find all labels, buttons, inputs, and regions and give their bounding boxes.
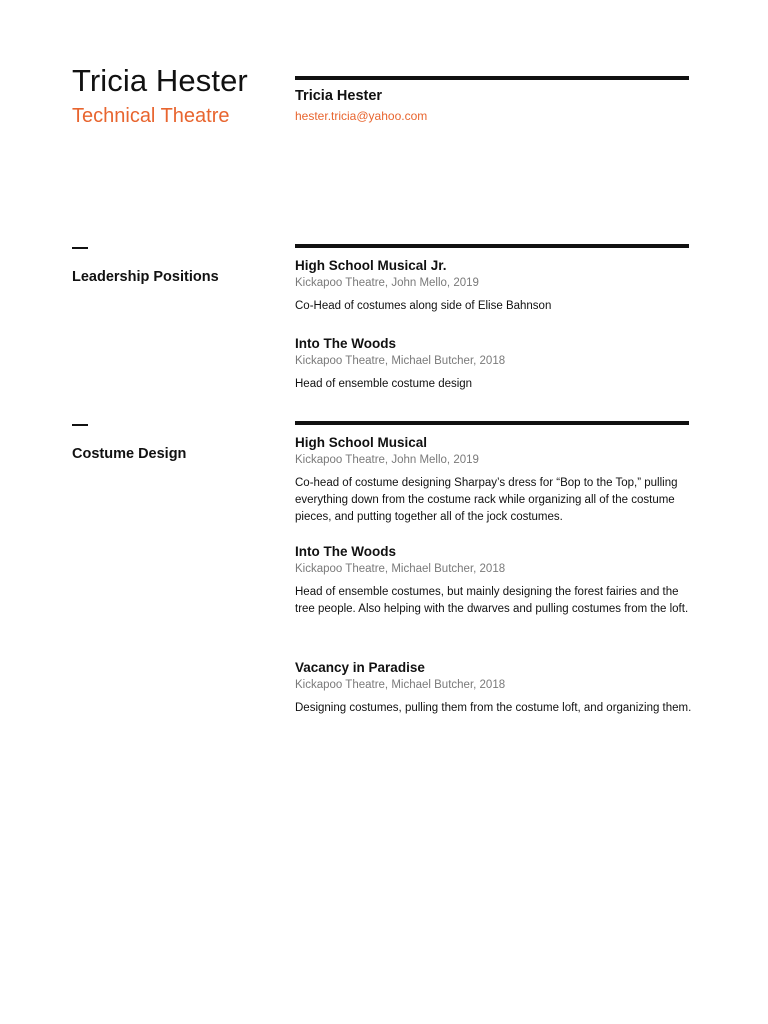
entry-item (295, 434, 695, 526)
entry-meta: Kickapoo Theatre, John Mello, 2019 (295, 454, 479, 466)
entry-title: Into The Woods (295, 336, 396, 351)
section-title-leadership: Leadership Positions (72, 269, 219, 285)
resume-role: Technical Theatre (72, 105, 230, 127)
entry-title: High School Musical Jr. (295, 258, 447, 273)
entry-description: Head of ensemble costumes, but mainly designing the forest fairies and the tree people. Also helping with the dwarves and pulling costumes from the loft. (295, 586, 689, 615)
entry-meta: Kickapoo Theatre, Michael Butcher, 2018 (295, 679, 506, 691)
section-rule (295, 421, 689, 425)
entry-meta: Kickapoo Theatre, John Mello, 2019 (295, 277, 479, 289)
contact-name: Tricia Hester (295, 88, 383, 104)
entry-title: High School Musical (295, 435, 428, 450)
entry-meta: Kickapoo Theatre, Michael Butcher, 2018 (295, 355, 506, 367)
entry-item (295, 659, 695, 717)
entry-title: Into The Woods (295, 544, 396, 559)
section-marker (72, 247, 88, 249)
entry-description: Designing costumes, pulling them from the costume loft, and organizing them. (295, 702, 692, 714)
section-rule (295, 244, 689, 248)
section-title-costume-design: Costume Design (72, 446, 187, 462)
entry-title: Vacancy in Paradise (295, 660, 425, 675)
resume-name: Tricia Hester (72, 63, 248, 98)
contact-email-link[interactable]: hester.tricia@yahoo.com (295, 109, 428, 123)
entry-item (295, 257, 695, 315)
entry-description: Co-Head of costumes along side of Elise Bahnson (295, 300, 552, 312)
entry-description: Head of ensemble costume design (295, 378, 473, 390)
section-marker (72, 424, 88, 426)
entry-description: Co-head of costume designing Sharpay’s dress for “Bop to the Top,” pulling everything down from the costume rack while organizing all of the costume pieces, and putting together all of the jock costumes. (295, 477, 678, 523)
entry-item (295, 335, 695, 393)
entry-meta: Kickapoo Theatre, Michael Butcher, 2018 (295, 563, 506, 575)
entry-item (295, 543, 695, 618)
header-rule (295, 76, 689, 80)
